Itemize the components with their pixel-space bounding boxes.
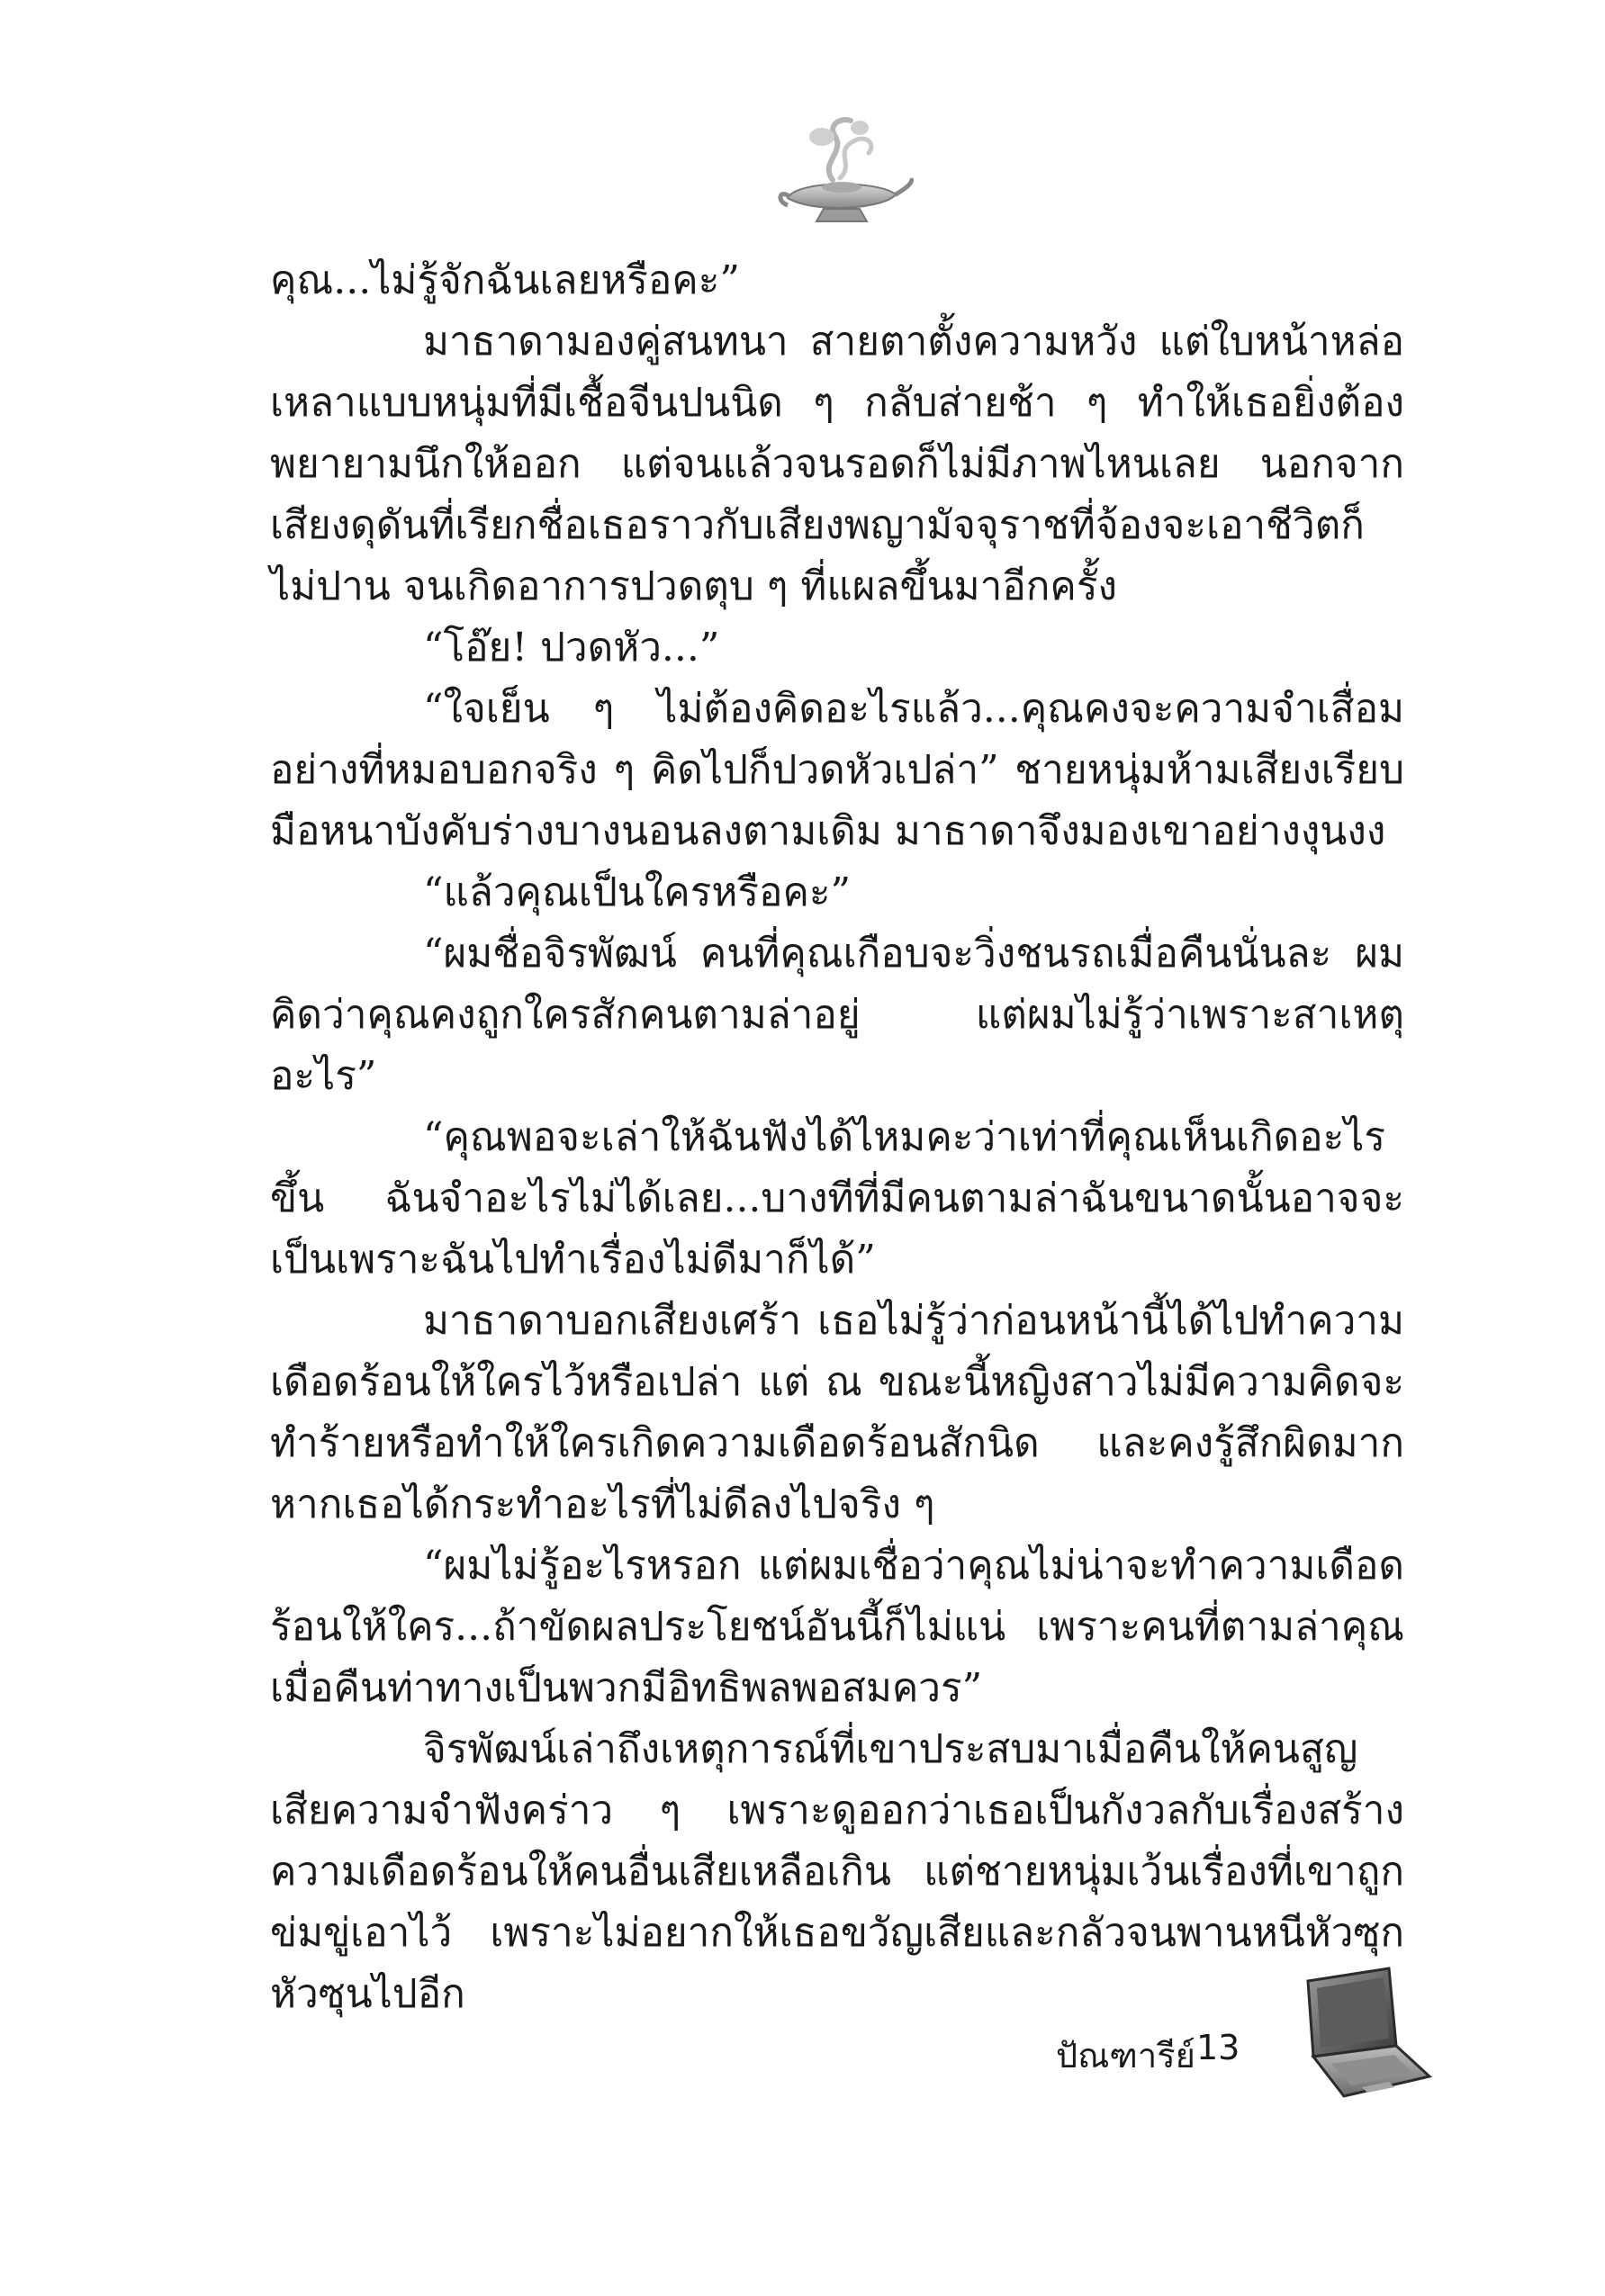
paragraph: “ผมไม่รู้อะไรหรอก แต่ผมเชื่อว่าคุณไม่น่าจะทำความเดือดร้อนให้ใคร...ถ้าขัดผลประโยชน์อันนี้ก็ไม่แน่ เพราะคนที่ตามล่าคุณเมื่อคืนท่าทางเป็นพวกมีอิทธิพลพอสมควร”: [270, 1543, 1404, 1711]
genie-lamp-icon: [770, 108, 914, 234]
laptop-icon: [1281, 1963, 1434, 2107]
page-footer: [1056, 1963, 1434, 2107]
paragraph: “โอ๊ย! ปวดหัว...”: [423, 625, 720, 671]
footer-book-title: ปัณฑารีย์: [1056, 2036, 1195, 2075]
body-text: [270, 250, 1404, 2025]
paragraph: “แล้วคุณเป็นใครหรือคะ”: [423, 869, 851, 915]
paragraph: “คุณพอจะเล่าให้ฉันฟังได้ไหมคะว่าเท่าที่คุณเห็นเกิดอะไรขึ้น ฉันจำอะไรไม่ได้เลย...บางทีที่มีคนตามล่าฉันขนาดนั้นอาจจะเป็นเพราะฉันไปทำเรื่องไม่ดีมาก็ได้”: [270, 1114, 1404, 1283]
paragraph: “ใจเย็น ๆ ไม่ต้องคิดอะไรแล้ว...คุณคงจะความจำเสื่อมอย่างที่หมอบอกจริง ๆ คิดไปก็ปวดหัวเปล่า” ชายหนุ่มห้ามเสียงเรียบ มือหนาบังคับร่างบางนอนลงตามเดิม มาธาดาจึงมองเขาอย่างงุนงง: [270, 686, 1404, 854]
paragraph: มาธาดาบอกเสียงเศร้า เธอไม่รู้ว่าก่อนหน้านี้ได้ไปทำความเดือดร้อนให้ใครไว้หรือเปล่า แต่ ณ ขณะนี้หญิงสาวไม่มีความคิดจะทำร้ายหรือทำให้ใครเกิดความเดือดร้อนสักนิด และคงรู้สึกผิดมากหากเธอได้กระทำอะไรที่ไม่ดีลงไปจริง ๆ: [270, 1298, 1404, 1527]
paragraph: คุณ...ไม่รู้จักฉันเลยหรือคะ”: [270, 257, 740, 303]
paragraph: จิรพัฒน์เล่าถึงเหตุการณ์ที่เขาประสบมาเมื่อคืนให้คนสูญเสียความจำฟังคร่าว ๆ เพราะดูออกว่าเธอเป็นกังวลกับเรื่องสร้างความเดือดร้อนให้คนอื่นเสียเหลือเกิน แต่ชายหนุ่มเว้นเรื่องที่เขาถูกข่มขู่เอาไว้ เพราะไม่อยากให้เธอขวัญเสียและกลัวจนพานหนีหัวซุกหัวซุนไปอีก: [270, 1726, 1404, 2017]
paragraph: “ผมชื่อจิรพัฒน์ คนที่คุณเกือบจะวิ่งชนรถเมื่อคืนนั่นละ ผมคิดว่าคุณคงถูกใครสักคนตามล่าอยู่ แต่ผมไม่รู้ว่าเพราะสาเหตุอะไร”: [270, 931, 1404, 1099]
paragraph: มาธาดามองคู่สนทนา สายตาตั้งความหวัง แต่ใบหน้าหล่อเหลาแบบหนุ่มที่มีเชื้อจีนปนนิด ๆ กลับส่ายช้า ๆ ทำให้เธอยิ่งต้องพยายามนึกให้ออก แต่จนแล้วจนรอดก็ไม่มีภาพไหนเลย นอกจากเสียงดุดันที่เรียกชื่อเธอราวกับเสียงพญามัจจุราชที่จ้องจะเอาชีวิตก็ไม่ปาน จนเกิดอาการปวดตุบ ๆ ที่แผลขึ้นมาอีกครั้ง: [270, 319, 1404, 609]
page-number: 13: [1196, 2028, 1240, 2067]
